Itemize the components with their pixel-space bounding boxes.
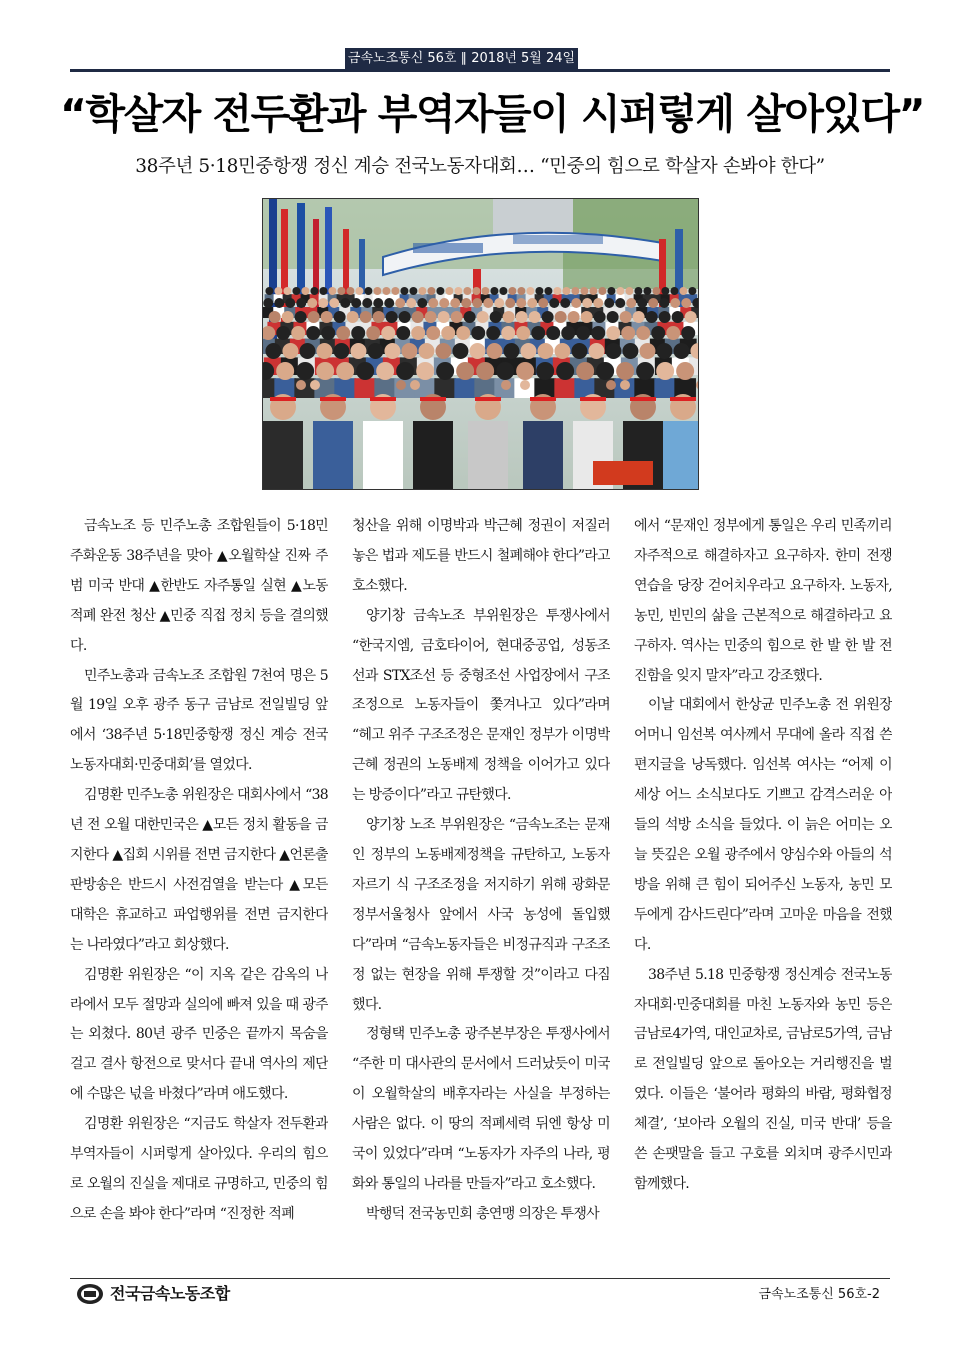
paragraph: 양기창 노조 부위원장은 “금속노조는 문재인 정부의 노동배제정책을 규탄하고, 노동자 자르기 식 구조조정을 저지하기 위해 광화문 정부서울청사 앞에서 사국 농성에 돌입했다”라며 “금속노동자들은 비정규직과 구조조정 없는 현장을 위해 투쟁할 것”이라고 다짐했다. xyxy=(352,817,610,1013)
article-column-2 xyxy=(352,512,610,1267)
article-column-1 xyxy=(70,512,328,1267)
footer-org-name: 전국금속노동조합 xyxy=(110,1284,230,1303)
union-logo-icon xyxy=(76,1283,104,1305)
paragraph: 김명환 위원장은 “이 지옥 같은 감옥의 나라에서 모두 절망과 실의에 빠져 있을 때 광주는 외쳤다. 80년 광주 민중은 끝까지 목숨을 걸고 결사 항전으로 맞서다 끝내 역사의 제단에 수많은 넋을 바쳤다”라며 애도했다. xyxy=(70,966,328,1103)
paragraph: 이날 대회에서 한상균 민주노총 전 위원장 어머니 임선복 여사께서 무대에 올라 직접 쓴 편지글을 낭독했다. 임선복 여사는 “어제 이 세상 어느 소식보다도 기쁘고 감격스러운 아들의 석방 소식을 들었다. 이 늙은 어미는 오늘 뜻깊은 오월 광주에서 양심수와 아들의 석방을 위해 큰 힘이 되어주신 노동자, 농민 모두에게 감사드린다”라며 고마운 마음을 전했다. xyxy=(634,697,892,953)
paragraph: 금속노조 등 민주노총 조합원들이 5·18민주화운동 38주년을 맞아 ▲오월학살 진짜 주범 미국 반대 ▲한반도 자주통일 실현 ▲노동 적폐 완전 청산 ▲민중 직접 정치 등을 결의했다. xyxy=(70,518,328,654)
paragraph: 김명환 민주노총 위원장은 대회사에서 “38년 전 오월 대한민국은 ▲모든 정치 활동을 금지한다 ▲집회 시위를 전면 금지한다 ▲언론출판방송은 반드시 사전검열을 받는다 ▲모든 대학은 휴교하고 파업행위를 전면 금지한다는 나라였다”라고 회상했다. xyxy=(70,787,328,953)
subheadline: 38주년 5·18민중항쟁 정신 계승 전국노동자대회… “민중의 힘으로 학살자 손봐야 한다” xyxy=(135,156,825,177)
paragraph: 김명환 위원장은 “지금도 학살자 전두환과 부역자들이 시퍼렇게 살아있다. 우리의 힘으로 오월의 진실을 제대로 규명하고, 민중의 힘으로 손을 봐야 한다”라며 “진정한 적폐 xyxy=(70,1116,328,1222)
headline: “학살자 전두환과 부역자들이 시퍼렇게 살아있다” xyxy=(60,90,925,138)
paragraph: 박행덕 전국농민회 총연맹 의장은 투쟁사 xyxy=(366,1205,600,1222)
paragraph: 민주노총과 금속노조 조합원 7천여 명은 5월 19일 오후 광주 동구 금남로 전일빌딩 앞에서 ‘38주년 5·18민중항쟁 정신 계승 전국노동자대회·민중대회’를 열었다. xyxy=(70,667,328,774)
issue-banner: 금속노조통신 56호 ∥ 2018년 5월 24일 xyxy=(345,48,578,70)
paragraph: 38주년 5.18 민중항쟁 정신계승 전국노동자대회·민중대회를 마친 노동자와 농민 등은 금남로4가역, 대인교차로, 금남로5가역, 금남로 전일빌딩 앞으로 돌아오는 거리행진을 벌였다. 이들은 ‘불어라 평화의 바람, 평화협정 체결’, ‘보아라 오월의 진실, 미국 반대’ 등을 쓴 손팻말을 들고 구호를 외치며 광주시민과 함께했다. xyxy=(634,966,892,1192)
paragraph: 에서 “문재인 정부에게 통일은 우리 민족끼리 자주적으로 해결하자고 요구하자. 한미 전쟁연습을 당장 걷어치우라고 요구하자. 노동자, 농민, 빈민의 삶을 근본적으로 해결하라고 요구하자. 역사는 민중의 힘으로 한 발 한 발 전진함을 잊지 말자”라고 강조했다. xyxy=(634,518,892,684)
rally-photo xyxy=(262,198,699,490)
footer-rule xyxy=(70,1278,890,1279)
paragraph: 정형택 민주노총 광주본부장은 투쟁사에서 “주한 미 대사관의 문서에서 드러났듯이 미국이 오월학살의 배후자라는 사실을 부정하는 사람은 없다. 이 땅의 적폐세력 뒤엔 항상 미국이 있었다”라며 “노동자가 자주의 나라, 평화와 통일의 나라를 만들자”라고 호소했다. xyxy=(352,1026,610,1192)
rally-photo-image xyxy=(263,199,699,490)
header-rule xyxy=(70,69,890,72)
article-body xyxy=(70,512,892,1267)
footer-page-label: 금속노조통신 56호-2 xyxy=(758,1287,880,1302)
paragraph: 청산을 위해 이명박과 박근혜 정권이 저질러 놓은 법과 제도를 반드시 철폐해야 한다”라고 호소했다. xyxy=(352,518,610,594)
article-column-3 xyxy=(634,512,892,1267)
paragraph: 양기창 금속노조 부위원장은 투쟁사에서 “한국지엠, 금호타이어, 현대중공업, 성동조선과 STX조선 등 중형조선 사업장에서 구조조정으로 노동자들이 쫓겨나고 있다”라며 “헤고 위주 구조조정은 문재인 정부가 이명박근혜 정권의 노동배제 정책을 이어가고 있다는 방증이다”라고 규탄했다. xyxy=(352,607,610,804)
